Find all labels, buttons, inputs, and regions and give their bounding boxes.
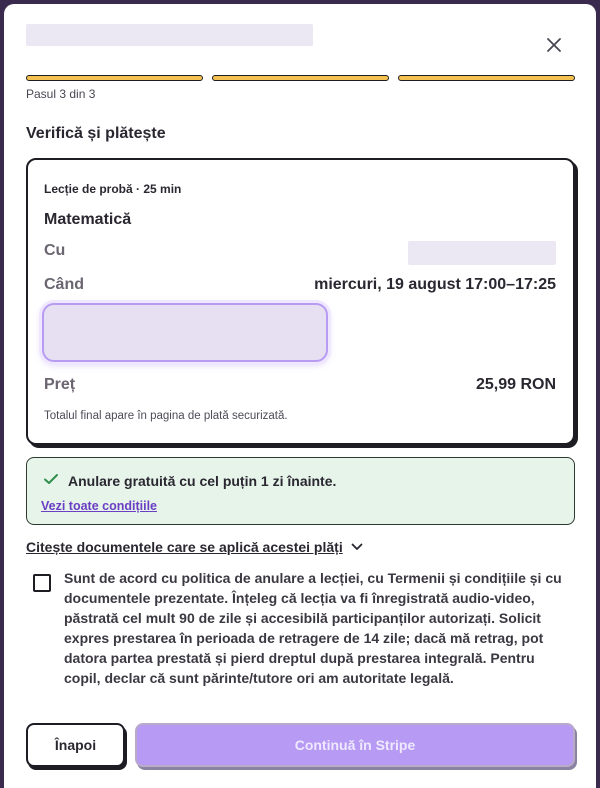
price-note: Totalul final apare în pagina de plată securizată. — [44, 410, 288, 422]
progress-step-2 — [212, 75, 389, 81]
tutor-name-placeholder — [408, 241, 556, 265]
consent-text: Sunt de acord cu politica de anulare a lecției, cu Termenii și condițiile și cu documentele prezentate. Înțeleg că lecția va fi înregistrată audio-video, păstrată cel mult 90 de zile și accesibilă participanților autorizați. Solicit expres prestarea în perioada de retragere de 14 zile; dacă mă retrag, pot datora partea prestată și pierd dreptul după prestarea integrală. Pentru copil, declar că sunt părinte/tutore ori am autoritate legală. — [64, 570, 562, 686]
back-button[interactable]: Înapoi — [26, 723, 125, 767]
price-value: 25,99 RON — [475, 376, 556, 393]
title-placeholder — [26, 24, 313, 46]
progress-step-1 — [26, 75, 203, 81]
view-conditions-link[interactable]: Vezi toate condițiile — [41, 499, 157, 513]
close-button[interactable] — [540, 31, 568, 59]
documents-toggle-label: Citește documentele care se aplică acestei plăți — [26, 539, 343, 555]
chevron-down-icon — [351, 543, 363, 551]
check-icon — [43, 471, 59, 487]
step-label: Pasul 3 din 3 — [26, 87, 96, 101]
highlighted-field-placeholder[interactable] — [42, 303, 328, 362]
lesson-summary-card — [26, 158, 575, 445]
lesson-type: Lecție de probă · 25 min — [44, 182, 182, 196]
continue-stripe-button[interactable]: Continuă în Stripe — [135, 723, 575, 767]
with-label: Cu — [44, 242, 66, 259]
close-icon — [546, 37, 562, 53]
lesson-subject: Matematică — [44, 211, 132, 228]
cancellation-notice — [26, 457, 575, 525]
consent-checkbox[interactable] — [33, 574, 51, 592]
progress-bar — [26, 75, 575, 81]
price-label: Preț — [44, 376, 76, 393]
cancellation-text: Anulare gratuită cu cel puțin 1 zi înainte. — [68, 473, 337, 489]
when-label: Când — [44, 276, 84, 293]
when-value: miercuri, 19 august 17:00–17:25 — [314, 276, 556, 293]
checkout-modal — [4, 4, 596, 788]
page-title: Verifică și plătește — [26, 125, 166, 142]
documents-toggle[interactable] — [26, 539, 363, 555]
progress-step-3 — [398, 75, 575, 81]
